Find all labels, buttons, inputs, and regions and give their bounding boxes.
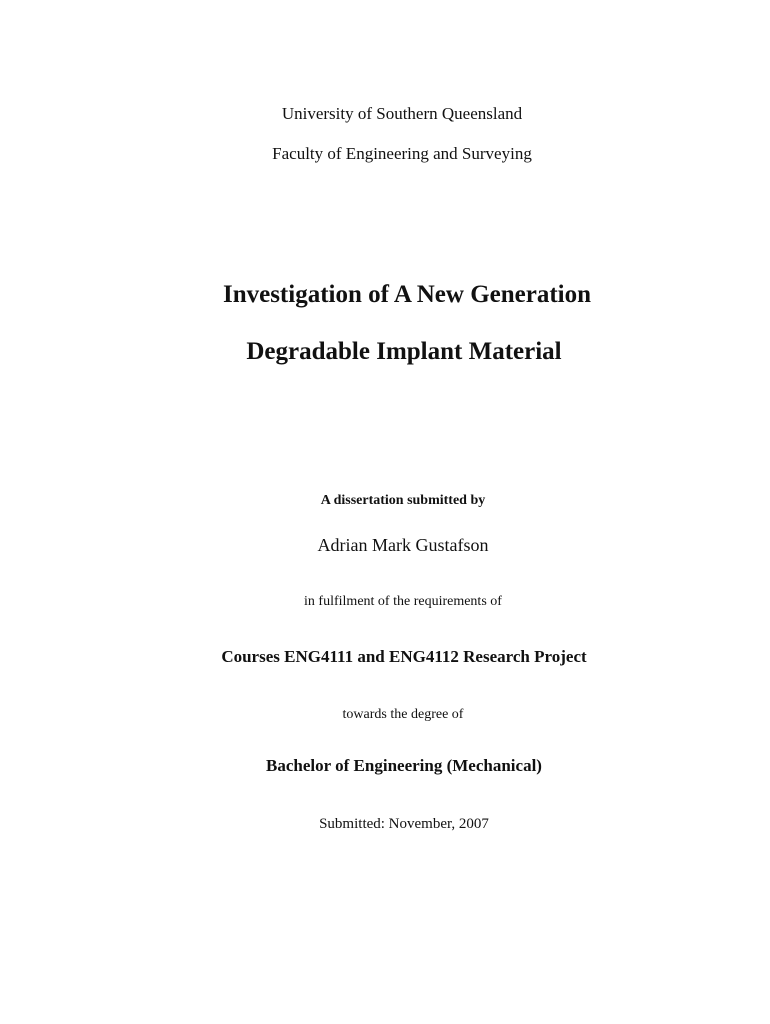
degree-name: Bachelor of Engineering (Mechanical)	[266, 756, 542, 775]
faculty-name: Faculty of Engineering and Surveying	[272, 144, 532, 163]
fulfilment-statement: in fulfilment of the requirements of	[304, 594, 502, 609]
dissertation-title-line-1: Investigation of A New Generation	[222, 281, 592, 308]
submission-date: Submitted: November, 2007	[319, 816, 489, 832]
author-name: Adrian Mark Gustafson	[317, 535, 489, 555]
course-codes: Courses ENG4111 and ENG4112 Research Project	[221, 647, 587, 666]
university-name: University of Southern Queensland	[281, 104, 523, 123]
degree-intro: towards the degree of	[342, 707, 464, 722]
dissertation-title-line-2: Degradable Implant Material	[246, 338, 562, 365]
submitted-by-label: A dissertation submitted by	[320, 493, 486, 508]
